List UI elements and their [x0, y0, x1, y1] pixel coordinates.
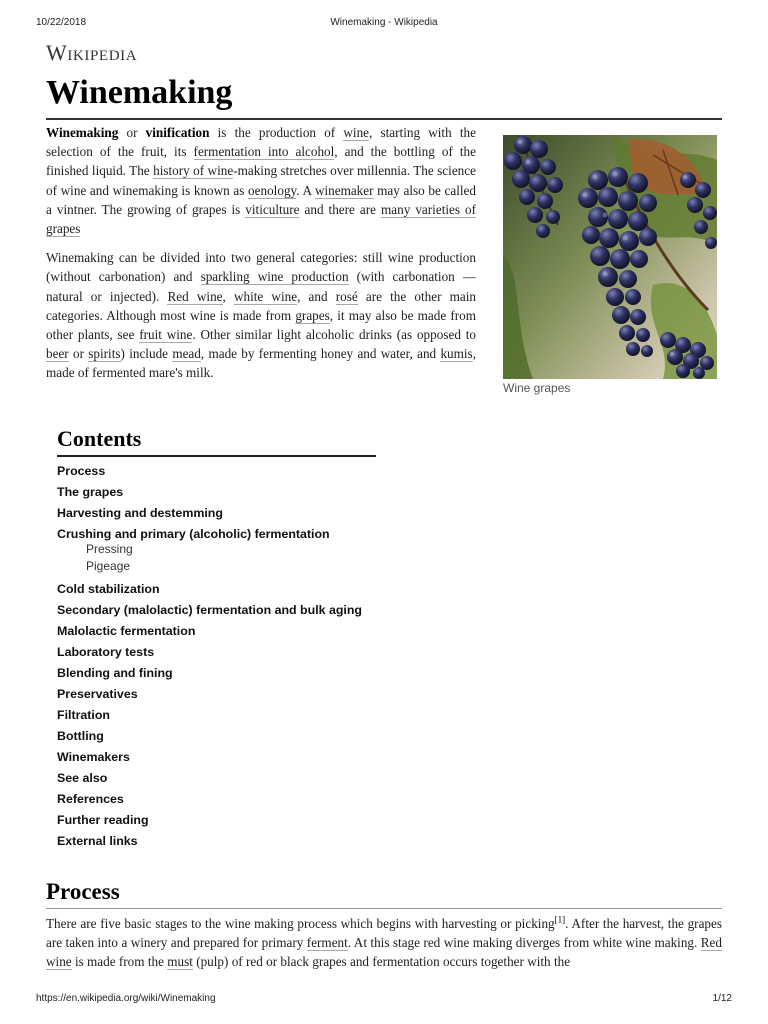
text-run: is the production of — [209, 125, 344, 140]
intro-paragraph-2 — [46, 248, 476, 382]
link-grape-varieties[interactable]: many varieties of grapes — [46, 201, 477, 237]
text-run: are the other main categories. Although most wine is made from — [46, 288, 476, 323]
toc-item[interactable]: External links — [57, 834, 138, 848]
title-divider — [46, 118, 722, 120]
bold-term: Winemaking — [46, 125, 119, 140]
link-must[interactable]: must — [167, 954, 193, 970]
text-run: , made by fermenting honey and water, and — [200, 346, 441, 362]
print-page-number: 1/12 — [712, 993, 732, 1004]
toc-item[interactable]: Cold stabilization — [57, 582, 160, 596]
print-url: https://en.wikipedia.org/wiki/Winemaking — [36, 993, 216, 1004]
link-red-wine[interactable]: Red wine — [46, 935, 722, 970]
toc-item[interactable]: Bottling — [57, 729, 104, 743]
bold-term: vinification — [145, 125, 210, 140]
citation-ref[interactable]: [1] — [554, 914, 566, 925]
link-wine[interactable]: wine — [343, 125, 370, 140]
text-run: -making stretches over millennia. The science of wine and winemaking is known as — [46, 163, 476, 198]
table-of-contents — [57, 426, 377, 854]
text-run: . At this stage red wine making diverges from white wine making. — [347, 935, 701, 951]
text-run: is made from the — [71, 954, 168, 970]
toc-item[interactable]: Malolactic fermentation — [57, 624, 196, 638]
section-divider — [46, 908, 722, 909]
text-run: . Other similar light alcoholic drinks (as opposed to — [192, 327, 477, 343]
toc-list — [57, 463, 377, 854]
text-run: (pulp) of red or black grapes and fermentation occurs together with the — [192, 954, 571, 970]
text-run: may also be called a vintner. The growing of grapes is — [46, 182, 476, 217]
toc-subitem[interactable]: Pigeage — [86, 559, 131, 573]
link-oenology[interactable]: oenology — [248, 182, 297, 198]
toc-item[interactable]: References — [57, 792, 124, 806]
page-title: Winemaking — [46, 74, 233, 111]
link-fruit-wine[interactable]: fruit wine — [139, 327, 193, 343]
article-intro — [46, 123, 476, 393]
link-winemaker[interactable]: winemaker — [314, 182, 374, 198]
text-run: There are five basic stages to the wine making process which begins with harvesting or picking — [46, 916, 555, 931]
text-run: , — [222, 288, 234, 304]
toc-item[interactable]: Further reading — [57, 813, 149, 827]
toc-item[interactable]: See also — [57, 771, 108, 785]
text-run: Winemaking can be divided into two general categories: still wine production (without carbonation) and — [46, 250, 476, 285]
toc-item[interactable]: Filtration — [57, 708, 110, 722]
toc-subitem[interactable]: Pressing — [86, 542, 133, 556]
text-run: or — [68, 346, 89, 362]
print-footer — [0, 993, 768, 1007]
link-kumis[interactable]: kumis — [440, 346, 473, 362]
image-caption: Wine grapes — [503, 381, 571, 395]
link-white-wine[interactable]: white wine — [233, 288, 298, 304]
text-run: . After the harvest, the grapes are taken into a winery and prepared for primary — [46, 916, 722, 951]
intro-paragraph-1 — [46, 123, 476, 238]
text-run: or — [118, 125, 146, 140]
toc-title: Contents — [57, 426, 142, 451]
link-fermentation[interactable]: fermentation into alcohol — [193, 144, 335, 160]
toc-sublist — [86, 542, 377, 576]
infobox — [503, 135, 717, 395]
text-run: , starting with the selection of the fruit, its — [46, 125, 476, 160]
toc-item[interactable] — [57, 526, 377, 581]
text-run: , it may also be made from other plants, see — [46, 307, 476, 343]
link-grapes[interactable]: grapes — [295, 307, 330, 323]
link-red-wine[interactable]: Red wine — [167, 288, 223, 304]
process-paragraph — [46, 914, 722, 972]
link-sparkling-wine[interactable]: sparkling wine production — [200, 269, 349, 285]
print-page-title: Winemaking - Wikipedia — [330, 17, 438, 28]
print-date: 10/22/2018 — [36, 17, 87, 28]
wine-grapes-image[interactable] — [503, 135, 717, 379]
toc-item[interactable]: Preservatives — [57, 687, 138, 701]
wikipedia-logo-text: Wikipedia — [46, 40, 138, 65]
link-spirits[interactable]: spirits — [88, 346, 121, 362]
toc-divider — [57, 455, 376, 457]
toc-item[interactable]: Winemakers — [57, 750, 130, 764]
link-rose[interactable]: rosé — [335, 288, 358, 304]
wikipedia-logo[interactable] — [46, 40, 137, 66]
toc-item[interactable]: Secondary (malolactic) fermentation and bulk aging — [57, 603, 363, 617]
link-viticulture[interactable]: viticulture — [245, 201, 300, 217]
link-history-of-wine[interactable]: history of wine — [153, 163, 234, 179]
toc-item[interactable]: Laboratory tests — [57, 645, 155, 659]
text-run: , made of fermented mare's milk. — [46, 346, 476, 381]
text-run: . A — [296, 182, 315, 198]
toc-item[interactable]: Process — [57, 464, 106, 478]
link-beer[interactable]: beer — [46, 346, 69, 362]
print-header — [0, 17, 768, 31]
toc-item[interactable]: Blending and fining — [57, 666, 173, 680]
text-run: , and — [297, 288, 336, 304]
text-run: , and the bottling of the finished liquid. The — [46, 144, 476, 179]
text-run: ) include — [120, 346, 173, 362]
text-run: and there are — [299, 201, 382, 217]
toc-item[interactable]: The grapes — [57, 485, 124, 499]
link-mead[interactable]: mead — [172, 346, 201, 362]
text-run: (with carbonation — natural or injected). — [46, 269, 477, 304]
section-heading-process: Process — [46, 879, 120, 904]
toc-item[interactable]: Harvesting and destemming — [57, 506, 223, 520]
toc-item-label[interactable]: Crushing and primary (alcoholic) fermentation — [57, 527, 330, 541]
link-ferment[interactable]: ferment — [306, 935, 348, 951]
